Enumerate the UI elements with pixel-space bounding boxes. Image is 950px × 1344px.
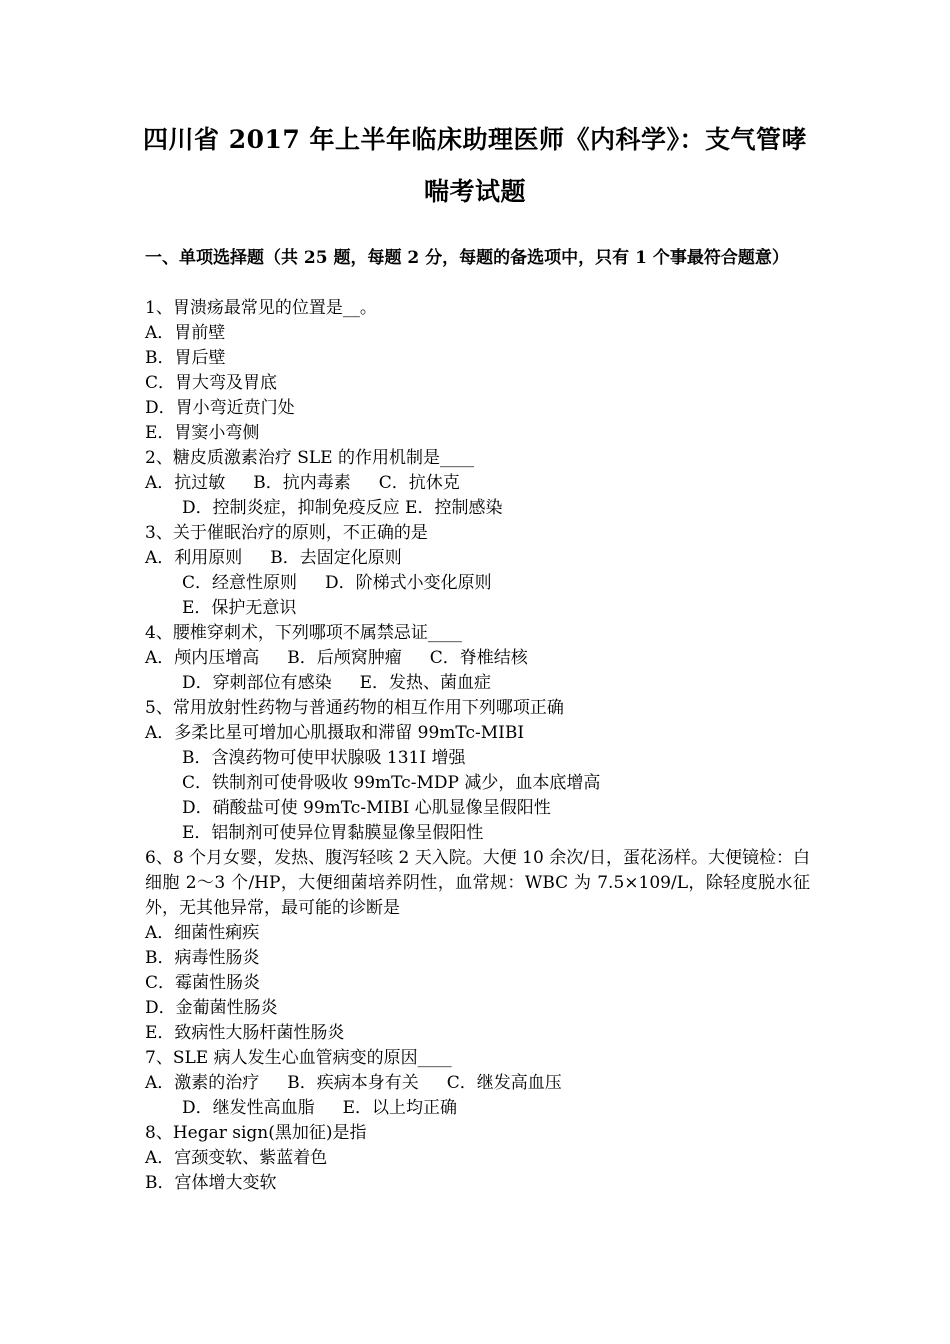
question-2-option-de: D．控制炎症，抑制免疫反应 E．控制感染 bbox=[182, 498, 503, 518]
question-7-option-b: B．疾病本身有关 bbox=[287, 1073, 419, 1093]
question-4-option-c: C．脊椎结核 bbox=[429, 648, 528, 668]
question-5-option-e: E．铝制剂可使异位胃黏膜显像呈假阳性 bbox=[182, 823, 484, 843]
question-5-stem: 5、常用放射性药物与普通药物的相互作用下列哪项正确 bbox=[145, 698, 564, 718]
question-4-option-b: B．后颅窝肿瘤 bbox=[287, 648, 402, 668]
question-2-option-a: A．抗过敏 bbox=[145, 473, 226, 493]
question-3-options-row-1 bbox=[145, 546, 810, 571]
question-2-stem: 2、糖皮质激素治疗 SLE 的作用机制是____ bbox=[145, 448, 474, 468]
question-7-options-row-2 bbox=[145, 1096, 810, 1121]
question-6-option-b: B．病毒性肠炎 bbox=[145, 948, 260, 968]
question-1-stem: 1、胃溃疡最常见的位置是__。 bbox=[145, 298, 377, 318]
document-title-line-2: 喘考试题 bbox=[423, 177, 526, 206]
question-3-option-c: C．经意性原则 bbox=[182, 573, 298, 593]
question-5-option-a: A．多柔比星可增加心肌摄取和滞留 99mTc-MIBI bbox=[145, 723, 525, 743]
question-3-option-a: A．利用原则 bbox=[145, 548, 243, 568]
question-3-option-e: E．保护无意识 bbox=[182, 598, 297, 618]
question-8-option-a: A．宫颈变软、紫蓝着色 bbox=[145, 1148, 328, 1168]
question-8-option-b: B．宫体增大变软 bbox=[145, 1173, 277, 1193]
question-4-options-row-2 bbox=[145, 671, 810, 696]
question-4-option-d: D．穿刺部位有感染 bbox=[182, 673, 332, 693]
question-3-stem: 3、关于催眠治疗的原则，不正确的是 bbox=[145, 523, 428, 543]
question-1-option-d: D．胃小弯近贲门处 bbox=[145, 398, 295, 418]
question-list bbox=[145, 296, 810, 1196]
section-heading: 一、单项选择题（共 25 题，每题 2 分，每题的备选项中，只有 1 个事最符合题意） bbox=[145, 248, 789, 268]
question-5-option-d: D．硝酸盐可使 99mTc-MIBI 心肌显像呈假阳性 bbox=[182, 798, 551, 818]
question-1-option-c: C．胃大弯及胃底 bbox=[145, 373, 278, 393]
question-6-option-a: A．细菌性痢疾 bbox=[145, 923, 260, 943]
question-1-option-b: B．胃后壁 bbox=[145, 348, 226, 368]
question-1-option-a: A．胃前壁 bbox=[145, 323, 226, 343]
question-4-option-a: A．颅内压增高 bbox=[145, 648, 260, 668]
question-8-stem: 8、Hegar sign(黑加征)是指 bbox=[145, 1123, 367, 1143]
question-7-stem: 7、SLE 病人发生心血管病变的原因____ bbox=[145, 1048, 452, 1068]
question-4-options-row-1 bbox=[145, 646, 810, 671]
question-6-option-e: E．致病性大肠杆菌性肠炎 bbox=[145, 1023, 345, 1043]
question-4-option-e: E．发热、菌血症 bbox=[359, 673, 492, 693]
question-7-options-row-1 bbox=[145, 1071, 810, 1096]
question-3-option-b: B．去固定化原则 bbox=[270, 548, 402, 568]
question-7-option-c: C．继发高血压 bbox=[446, 1073, 562, 1093]
question-6-stem: 6、8 个月女婴，发热、腹泻轻咳 2 天入院。大便 10 余次/日，蛋花汤样。大便镜检：白细胞 2～3 个/HP，大便细菌培养阴性，血常规：WBC 为 7.5×109/L，除轻度脱水征外，无其他异常，最可能的诊断是 bbox=[145, 848, 810, 918]
question-1-option-e: E．胃窦小弯侧 bbox=[145, 423, 260, 443]
question-7-option-a: A．激素的治疗 bbox=[145, 1073, 260, 1093]
question-5-option-b: B．含溴药物可使甲状腺吸 131I 增强 bbox=[182, 748, 466, 768]
question-5-option-c: C．铁制剂可使骨吸收 99mTc-MDP 减少，血本底增高 bbox=[182, 773, 601, 793]
question-2-option-b: B．抗内毒素 bbox=[253, 473, 351, 493]
document-title-line-1: 四川省 2017 年上半年临床助理医师《内科学》：支气管哮 bbox=[143, 125, 807, 154]
question-4-stem: 4、腰椎穿刺术，下列哪项不属禁忌证____ bbox=[145, 623, 462, 643]
question-2-options-row-1 bbox=[145, 471, 810, 496]
question-7-option-d: D．继发性高血脂 bbox=[182, 1098, 315, 1118]
question-3-option-d: D．阶梯式小变化原则 bbox=[325, 573, 492, 593]
question-3-options-row-2 bbox=[145, 571, 810, 596]
question-6-option-c: C．霉菌性肠炎 bbox=[145, 973, 261, 993]
question-6-option-d: D．金葡菌性肠炎 bbox=[145, 998, 278, 1018]
question-2-option-c: C．抗休克 bbox=[378, 473, 460, 493]
question-7-option-e: E．以上均正确 bbox=[342, 1098, 458, 1118]
